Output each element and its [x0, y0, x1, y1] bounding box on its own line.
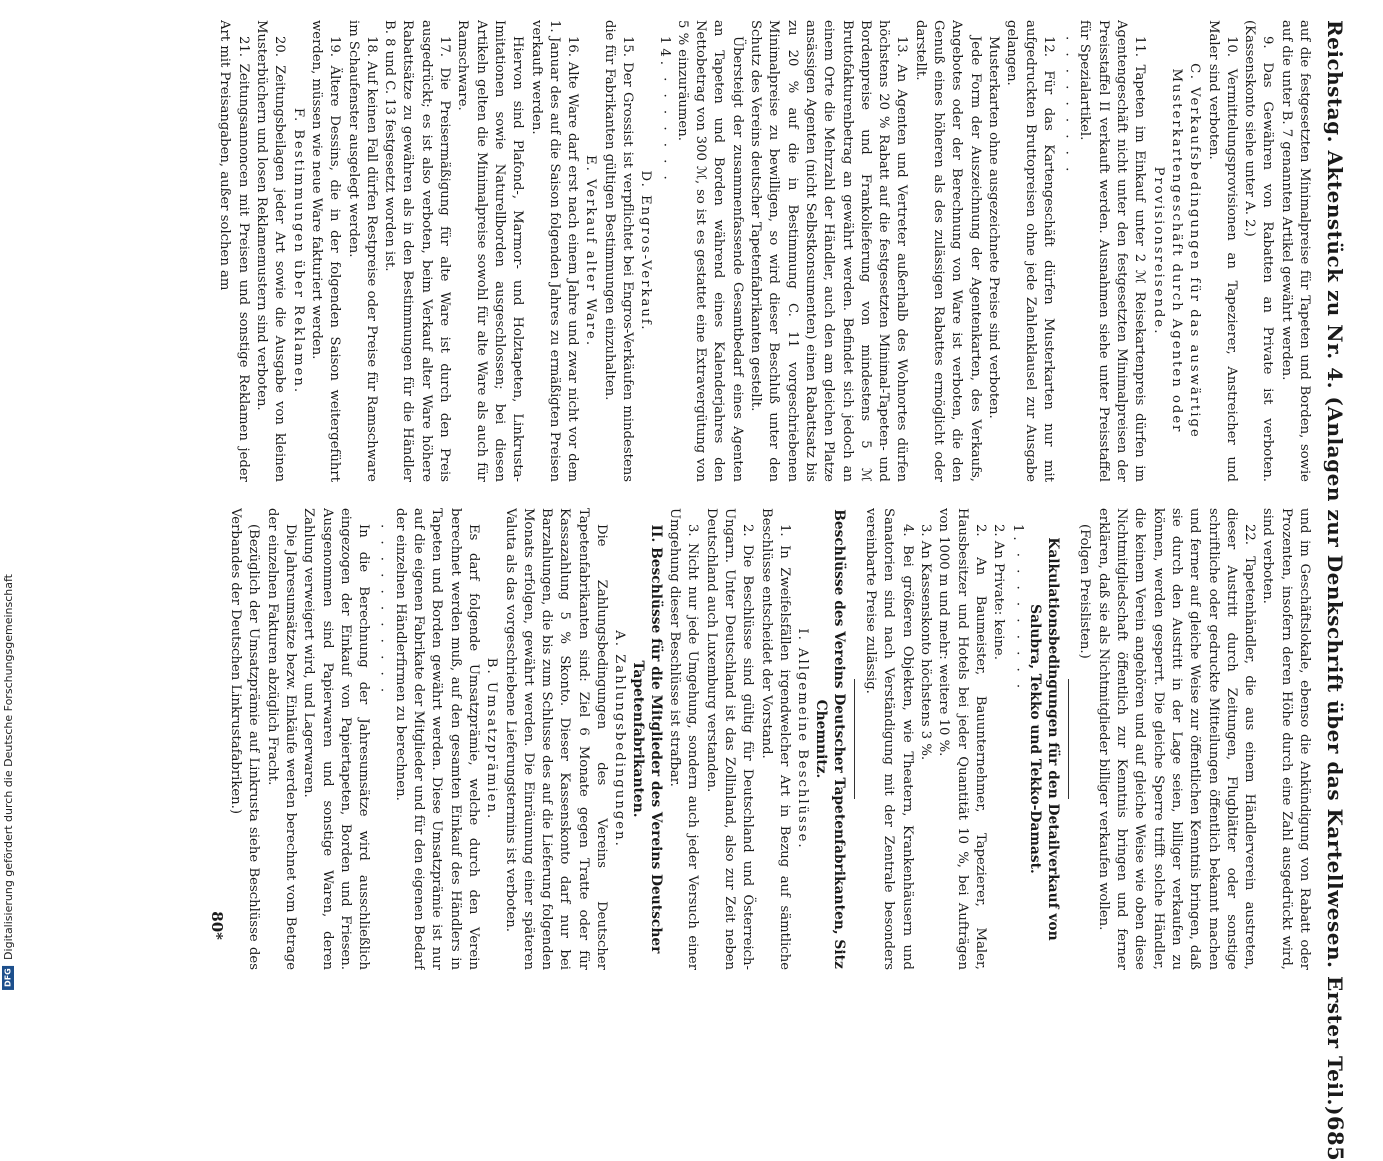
paragraph: 3. An Kassenskonto höchstens 3 %.	[918, 524, 934, 761]
section-heading: D. Engros-Verkauf.	[638, 170, 654, 332]
paragraph: (Bezüglich der Umsatzprämie auf Linkrusta siehe Beschlüsse des Verbandes der Deutschen Linkrustafabriken.)	[228, 508, 262, 970]
paragraph: 2. Die Beschlüsse sind gültig für Deutschland und Österreich-Ungarn. Unter Deutschland ist das Zollinland, also zur Zeit neben Deutschland auch Luxemburg verstanden.	[703, 508, 756, 970]
omission-dots: · · · · · · · · ·	[1059, 36, 1075, 176]
section-heading: C. Verkaufsbedingungen für das auswärtige Musterkartengeschäft durch Agenten oder Provisionsreisende.	[1150, 63, 1203, 439]
paragraph: 11. Tapeten im Einkauf unter 2 ℳ Reisekartenpreis dürfen im Agentengeschäft nicht unter den festgesetzten Minimalpreisen der Preisstaffel II verkauft werden. Ausnahmen siehe unter Preisstaffel für Spezialartikel.	[1077, 20, 1148, 482]
paragraph: 21. Zeitungsannoncen mit Preisen und sonstige Reklamen jeder Art mit Preisangaben, außer solchen am	[217, 20, 251, 482]
paragraph: 15. Der Grossist ist verpflichtet bei Engros-Verkäufen mindestens die für Fabrikanten gültigen Bestimmungen einzuhalten.	[601, 20, 636, 482]
paragraph: (Folgen Preislisten.)	[1077, 524, 1093, 659]
paragraph: 1. In Zweifelsfällen irgendwelcher Art in Bezug auf sämtliche Beschlüsse entscheidet der Vorstand.	[758, 508, 792, 970]
section-divider	[854, 679, 855, 799]
paragraph: auf die festgesetzten Minimalpreise für Tapeten und Borden, sowie auf die unter B. 7 genannten Artikel gewährt werden.	[1278, 20, 1312, 482]
section-heading: I. Allgemeine Beschlüsse.	[795, 628, 811, 850]
paragraph: Übersteigt der zusammenfassende Gesamtbedarf eines Agenten an Tapeten und Borden während eines Kalenderjahres den Nettobetrag von 300 ℳ, so ist es gestattet eine Extravergütung von 5 % einzuräumen.	[674, 20, 745, 482]
signature-mark: 80*	[207, 911, 226, 940]
text-columns	[68, 20, 1313, 970]
paragraph: Musterkarten ohne ausgezeichnete Preise sind verboten.	[985, 36, 1001, 419]
paragraph: 12. Für das Kartengeschäft dürfen Musterkarten nur mit aufgedruckten Bruttopreisen ohne jede Zahlenklausel zur Ausgabe gelangen.	[1004, 20, 1056, 482]
right-column	[68, 508, 1313, 970]
paragraph: 13. An Agenten und Vertreter außerhalb des Wohnortes dürfen höchstens 20 % Rabatt auf die festgesetzten Minimal-Tapeten- und Bordenpreise und Frankolieferung von mindestens 5 ℳ Bruttofakturenbetrag an gewährt werden. Befindet sich jedoch an einem Orte die Mehrzahl der Händler, auch den am gleichen Platze ansässigen Agenten (nicht Selbstkonsumenten) einen Rabattsatz bis zu 20 % auf die in Bestimmung C. 11 vorgeschriebenen Minimalpreise zu bewilligen, so wird dieser Beschluß unter den Schutz des Vereins deutscher Tapetenfabrikanten gestellt.	[748, 20, 910, 482]
dfg-logo: DFG	[3, 966, 15, 990]
paragraph: 9. Das Gewähren von Rabatten an Private ist verboten. (Kassenskonto siehe unter A. 2.)	[1242, 20, 1276, 482]
paragraph: 4. Bei größeren Objekten, wie Theatern, Krankenhäusern und Sanatorien sind nach Verständigung mit der Zentrale besonders vereinbarte Preise zulässig.	[863, 508, 915, 970]
paragraph: Die Jahresumsätze bezw. Einkäufe werden berechnet vom Betrage der einzelnen Fakturen abzüglich Fracht.	[264, 508, 298, 970]
paragraph: 17. Die Preisermäßigung für alte Ware ist durch den Preis ausgedrückt; es ist also verboten, beim Verkauf alter Ware höhere Rabattsätze zu gewähren als in den Bestimmungen für die Händler B. 8 und C. 13 festgesetzt worden ist.	[382, 20, 453, 482]
page-header	[1323, 20, 1353, 1161]
paragraph: 16. Alte Ware darf erst nach einem Jahre und zwar nicht vor dem 1. Januar des auf die Saison folgenden Jahres zu ermäßigten Preisen verkauft werden.	[528, 20, 581, 482]
section-heading: E. Verkauf alter Ware.	[583, 154, 599, 348]
bold-heading: II. Beschlüsse für die Mitglieder des Vereins Deutscher Tapetenfabrikanten.	[629, 524, 664, 954]
digitization-credit	[2, 574, 15, 990]
section-divider	[1068, 679, 1069, 799]
paragraph: Jede Form der Auszeichnung der Agentenkarten, des Verkaufs, Angebotes oder der Berechnung von Ware ist verboten, die den Genuß eines höheren als des zulässigen Rabattes ermöglicht oder darstellt.	[912, 20, 983, 482]
rotated-document-page	[53, 20, 1353, 1161]
section-heading: A. Zahlungsbedingungen.	[612, 630, 628, 848]
credit-text: Digitalisierung gefördert durch die Deutsche Forschungsgemeinschaft	[2, 574, 15, 960]
bold-heading: Beschlüsse des Vereins Deutscher Tapetenfabrikanten, Sitz Chemnitz.	[812, 509, 847, 969]
paragraph: In die Berechnung der Jahresumsätze wird ausschließlich eingezogen der Einkauf von Papiertapeten, Borden und Friesen. Ausgenommen sind Papierwaren und sonstige Waren, deren Zahlung verweigert wird, und Lagerwaren.	[301, 508, 372, 970]
paragraph: 2. An Private: keine.	[991, 524, 1007, 660]
page-number: 685	[1323, 1115, 1348, 1161]
paragraph: 3. Nicht nur jede Umgehung, sondern auch jeder Versuch einer Umgehung dieser Beschlüsse ist strafbar.	[667, 508, 701, 970]
paragraph: und im Geschäftslokale, ebenso die Ankündigung von Rabatt oder Prozenten, insofern deren Höhe durch eine Zahl ausgedrückt wird, sind verboten.	[1260, 508, 1312, 970]
paragraph: 19. Ältere Dessins, die in der folgenden Saison weitergeführt werden, müssen wie neue Ware fakturiert werden.	[308, 20, 343, 482]
omission-dots: 14. · · · · · · ·	[656, 36, 672, 184]
paragraph: Hiervon sind Plafond-, Marmor- und Holztapeten, Linkrusta-Imitationen sowie Naturellborden ausgeschlossen; bei diesen Artikeln gelten die Minimalpreise sowohl für alte Ware als auch für Ramschware.	[455, 20, 526, 482]
omission-dots: · · · · · · · · · · ·	[374, 524, 390, 697]
paragraph: Es darf folgende Umsatzprämie, welche durch den Verein berechnet werden muß, auf den gesamten Einkauf des Händlers in Tapeten und Borden gewährt werden. Diese Umsatzprämie ist nur auf die eigenen Fabrikate der Mitglieder und für den eigenen Bedarf der einzelnen Händlerfirmen zu berechnen.	[392, 508, 481, 970]
omission-dots: 1. · · · · · · · · ·	[1009, 524, 1025, 693]
paragraph: 20. Zeitungsbeilagen jeder Art sowie die Ausgabe von kleinen Musterbüchern und losen Reklamemustern sind verboten.	[254, 20, 288, 482]
paragraph: 10. Vermittelungsprovisionen an Tapezierer, Anstreicher und Maler sind verboten.	[1205, 20, 1239, 482]
running-title: Reichstag. Aktenstück zu Nr. 4. (Anlagen zur Denkschrift über das Kartellwesen. Erster Teil.)	[1323, 20, 1347, 1116]
paragraph: 22. Tapetenhändler, die aus einem Händlerverein austreten, dieser Austritt durch Zeitungen, Flugblätter oder sonstige schriftliche oder gedruckte Mitteilungen öffentlich bekannt machen und ferner auf gleiche Weise zur öffentlichen Kenntnis bringen, daß sie durch den Austritt in der Lage seien, billiger verkaufen zu können, werden gesperrt. Die gleiche Sperre trifft solche Händler, die keinem Verein angehören und auf gleiche Weise wie oben diese Nichtmitgliedschaft öffentlich zur Kenntnis bringen und ferner erklären, daß sie als Nichtmitglieder billiger verkaufen wollen.	[1095, 508, 1258, 970]
left-column	[68, 20, 1313, 482]
section-heading: B. Umsatzprämien.	[484, 657, 500, 821]
paragraph: Die Zahlungsbedingungen des Vereins Deutscher Tapetenfabrikanten sind: Ziel 6 Monate gegen Tratte oder für Kassazahlung 5 % Skonto. Dieser Kassenskonto darf nur bei Barzahlungen, die bis zum Schlusse des auf die Lieferung folgenden Monats erfolgen, gewährt werden. Die Einräumung einer späteren Valuta als das vorgeschriebene Lieferungstermins ist verboten.	[502, 508, 610, 970]
section-heading: F. Bestimmungen über Reklamen.	[290, 107, 306, 395]
paragraph: 2. An Baumeister, Bauunternehmer, Tapezierer, Maler, Hausbesitzer und Hotels bei jeder Quantität 10 %, bei Aufträgen von 1000 m und mehr: weitere 10 %.	[936, 508, 988, 970]
paragraph: 18. Auf keinen Fall dürfen Restpreise oder Preise für Ramschware im Schaufenster ausgelegt werden.	[345, 20, 379, 482]
bold-heading: Kalkulationsbedingungen für den Detailverkauf von Salubra, Tekko und Tekko-Damast.	[1026, 537, 1062, 941]
